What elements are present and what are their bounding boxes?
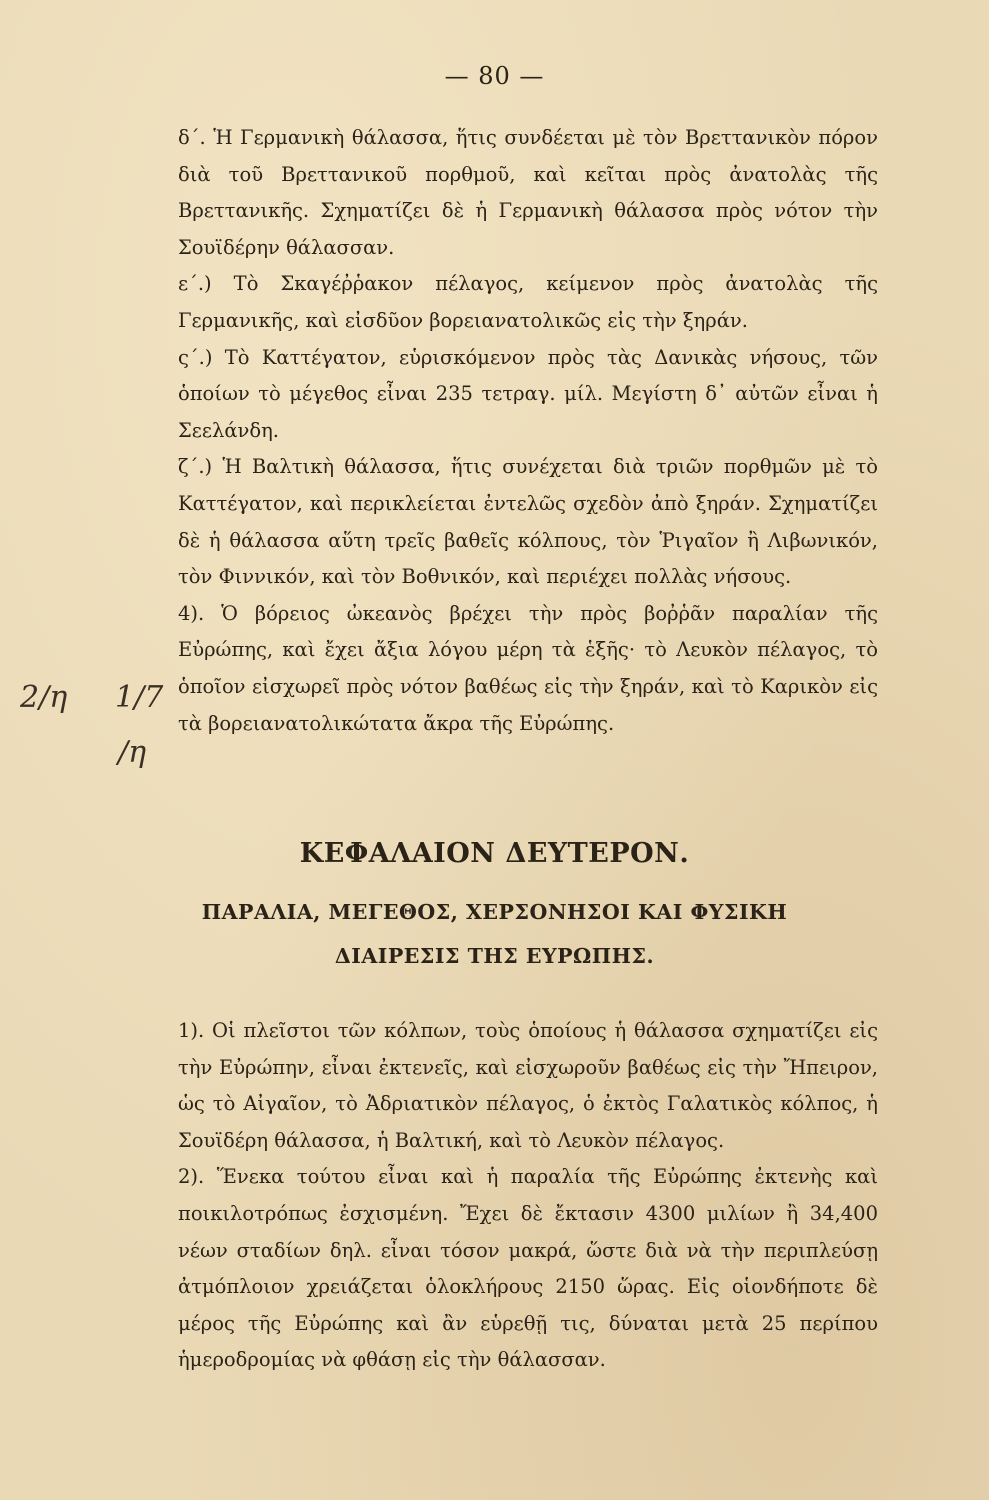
paragraph-stigma: ς΄.) Τὸ Καττέγατον, εὑρισκόμενον πρὸς τὰς Δανικὰς νήσους, τῶν ὁποίων τὸ μέγεθος εἶναι 235 τετραγ. μίλ. Μεγίστη δ᾽ αὐτῶν εἶναι ἡ Σεελάνδη. xyxy=(178,345,878,442)
page-number: — 80 — xyxy=(444,62,545,90)
paragraph-one: 1). Οἱ πλεῖστοι τῶν κόλπων, τοὺς ὁποίους ἡ θάλασσα σχηματίζει εἰς τὴν Εὐρώπην, εἶναι ἐκτενεῖς, καὶ εἰσχωροῦν βαθέως εἰς τὴν Ἤπειρον, ὡς τὸ Αἰγαῖον, τὸ Ἀδριατικὸν πέλαγος, ὁ ἐκτὸς Γαλατικὸς κόλπος, ἡ Σουϊδέρη θάλασσα, ἡ Βαλτική, καὶ τὸ Λευκὸν πέλαγος. xyxy=(178,1019,878,1152)
text-block-top xyxy=(178,120,878,742)
chapter-title: ΚΕΦΑΛΑΙΟΝ ΔΕΥΤΕΡΟΝ. xyxy=(299,838,690,869)
chapter-subtitle-line-2: ΔΙΑΙΡΕΣΙΣ ΤΗΣ ΕΥΡΩΠΗΣ. xyxy=(334,944,655,968)
chapter-subtitle-line-1: ΠΑΡΑΛΙΑ, ΜΕΓΕΘΟΣ, ΧΕΡΣΟΝΗΣΟΙ ΚΑΙ ΦΥΣΙΚΗ xyxy=(201,900,788,924)
paragraph-four: 4). Ὁ βόρειος ὠκεανὸς βρέχει τὴν πρὸς βοῤῥᾶν παραλίαν τῆς Εὐρώπης, καὶ ἔχει ἄξια λόγου μέρη τὰ ἑξῆς· τὸ Λευκὸν πέλαγος, τὸ ὁποῖον εἰσχωρεῖ πρὸς νότον βαθέως εἰς τὴν ξηράν, καὶ τὸ Καρικὸν εἰς τὰ βορειανατολικώτατα ἄκρα τῆς Εὐρώπης. xyxy=(178,601,878,735)
paragraph-epsilon: ε΄.) Τὸ Σκαγέῤῥακον πέλαγος, κείμενον πρὸς ἀνατολὰς τῆς Γερμανικῆς, καὶ εἰσδῦον βορειανατολικῶς εἰς τὴν ξηράν. xyxy=(178,272,878,332)
paragraph-delta: δ΄. Ἡ Γερμανικὴ θάλασσα, ἥτις συνδέεται μὲ τὸν Βρεττανικὸν πόρον διὰ τοῦ Βρεττανικοῦ πορθμοῦ, καὶ κεῖται πρὸς ἀνατολὰς τῆς Βρεττανικῆς. Σχηματίζει δὲ ἡ Γερμανικὴ θάλασσα πρὸς νότον τὴν Σουϊδέρην θάλασσαν. xyxy=(178,126,878,259)
margin-note-lower: /η xyxy=(118,735,147,770)
margin-note-middle: 1/7 xyxy=(115,680,164,715)
paragraph-two: 2). Ἕνεκα τούτου εἶναι καὶ ἡ παραλία τῆς Εὐρώπης ἐκτενὴς καὶ ποικιλοτρόπως ἐσχισμένη. Ἔχει δὲ ἔκτασιν 4300 μιλίων ἢ 34,400 νέων σταδίων δηλ. εἶναι τόσον μακρά, ὥστε διὰ νὰ τὴν περιπλεύσῃ ἀτμόπλοιον χρειάζεται ὁλοκλήρους 2150 ὥρας. Εἰς οἱονδήποτε δὲ μέρος τῆς Εὐρώπης καὶ ἂν εὑρεθῇ τις, δύναται μετὰ 25 περίπου ἡμεροδρομίας νὰ φθάσῃ εἰς τὴν θάλασσαν. xyxy=(178,1165,878,1372)
margin-note-left: 2/η xyxy=(20,680,68,715)
paragraph-zeta: ζ΄.) Ἡ Βαλτικὴ θάλασσα, ἥτις συνέχεται διὰ τριῶν πορθμῶν μὲ τὸ Καττέγατον, καὶ περικλείεται ἐντελῶς σχεδὸν ἀπὸ ξηράν. Σχηματίζει δὲ ἡ θάλασσα αὕτη τρεῖς βαθεῖς κόλπους, τὸν Ῥιγαῖον ἢ Λιβωνικόν, τὸν Φιννικόν, καὶ τὸν Βοθνικόν, καὶ περιέχει πολλὰς νήσους. xyxy=(178,455,878,589)
text-block-bottom xyxy=(178,1013,878,1379)
